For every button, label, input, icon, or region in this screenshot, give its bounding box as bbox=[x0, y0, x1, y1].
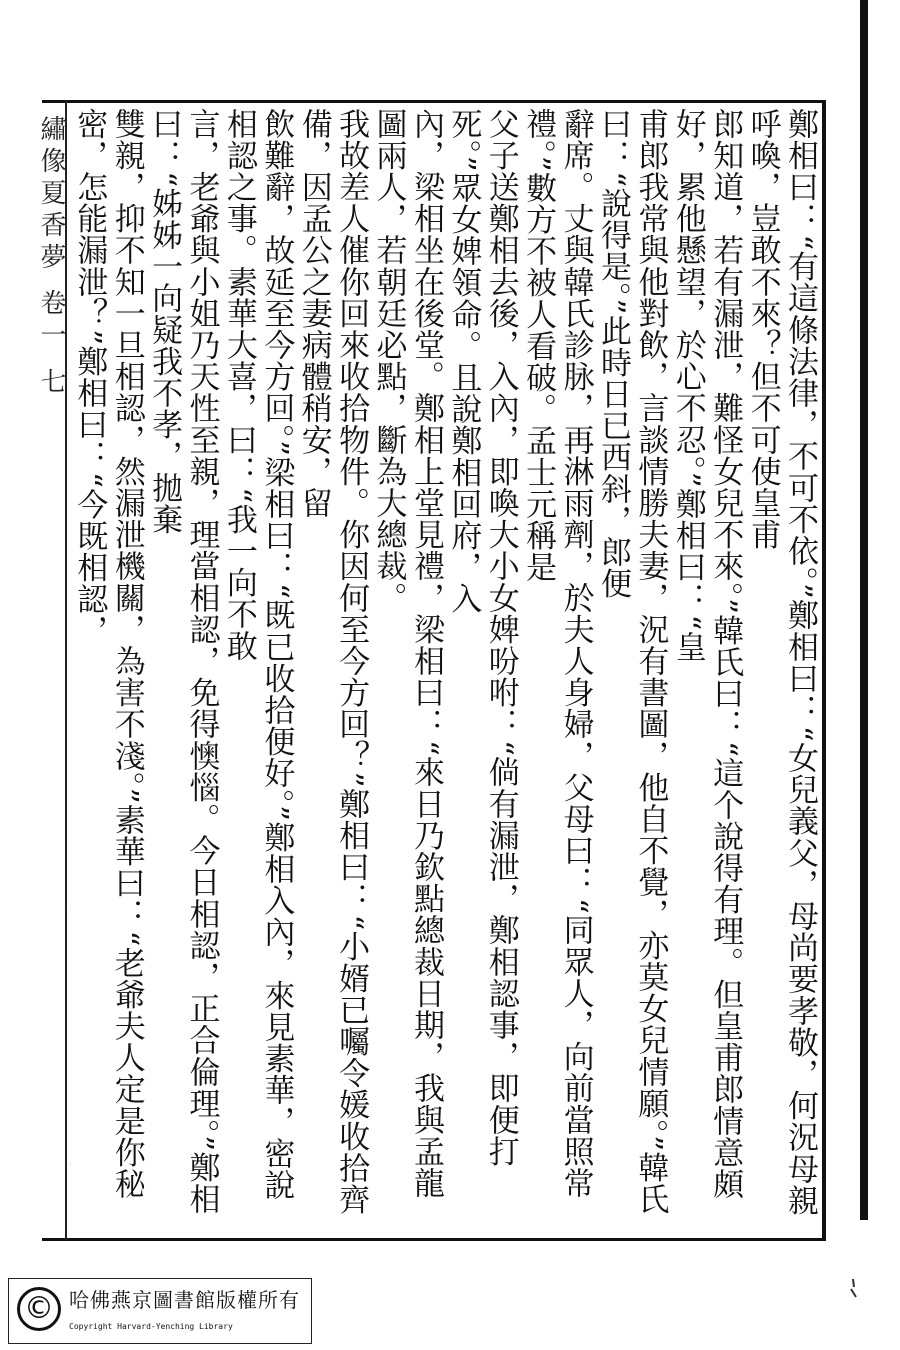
text-column: 飲難辭，故延至今方回。”梁相曰：“既已收拾便好。”鄭相入內，來見素華，密說相認之事。素華大喜，曰：“我一向不敢 bbox=[220, 108, 295, 1201]
text-column: 鄭相曰：“有這條法律，不可不依。”鄭相曰：“女兒義父，母尚要孝敬，何況母親呼喚，豈敢不來？但不可使皇甫 bbox=[744, 108, 818, 1217]
block-center-label: 繡像夏香夢 卷一 七 bbox=[36, 115, 66, 400]
copyright-english: Copyright Harvard-Yenching Library bbox=[69, 1322, 233, 1331]
text-column: 辭席。丈與韓氏診脉，再淋雨劑，於夫人身婦，父母曰：“同眾人，向前當照常禮。”數方不被人看破。孟士元稱是 bbox=[520, 108, 594, 1199]
scan-edge-shadow bbox=[860, 0, 868, 1220]
text-column: 我故差人催你回來收拾物件。你因何至今方回？”鄭相曰：“小婿已囑令媛收拾齊備，因孟公之妻病體稍安，留 bbox=[295, 108, 370, 1216]
text-column: 雙親，抑不知一旦相認，然漏泄機關，為害不淺。”素華曰：“老爺夫人定是你秘密，怎能漏泄？”鄭相曰：“今既相認， bbox=[71, 108, 145, 1200]
text-column: 父子送鄭相去後，入內，即喚大小女婢吩咐：“倘有漏泄，鄭相認事，即便打死。”眾女婢領命。且說鄭相回府，入 bbox=[445, 108, 519, 1168]
body-text bbox=[70, 108, 818, 1228]
text-column: 言，老爺與小姐乃天性至親，理當相認，免得懊惱。今日相認，正合倫理。”鄭相曰：“姊姊一向疑我不孝，拋棄 bbox=[146, 108, 220, 1215]
scan-speck-mark bbox=[848, 1278, 858, 1298]
text-column: 甫郎我常與他對飲，言談情勝夫妻，況有書圖，他自不覺，亦莫女兒情願。”韓氏曰：“說得是。”此時日已西斜，郎便 bbox=[594, 108, 669, 1215]
copyright-chinese: 哈佛燕京圖書館版權所有 bbox=[69, 1288, 300, 1312]
copyright-symbol: © bbox=[17, 1287, 61, 1331]
copyright-stamp bbox=[8, 1278, 312, 1344]
text-column: 內，梁相坐在後堂。鄭相上堂見禮，梁相曰：“來日乃欽點總裁日期，我與孟龍圖兩人，若朝廷必點，斷為大總裁。 bbox=[370, 108, 444, 1199]
text-column: 郎知道，若有漏泄，難怪女兒不來。”韓氏曰：“這个說得有理。但皇甫郎情意頗好，累他懸望，於心不忍。”鄭相曰：“皇 bbox=[669, 108, 744, 1200]
